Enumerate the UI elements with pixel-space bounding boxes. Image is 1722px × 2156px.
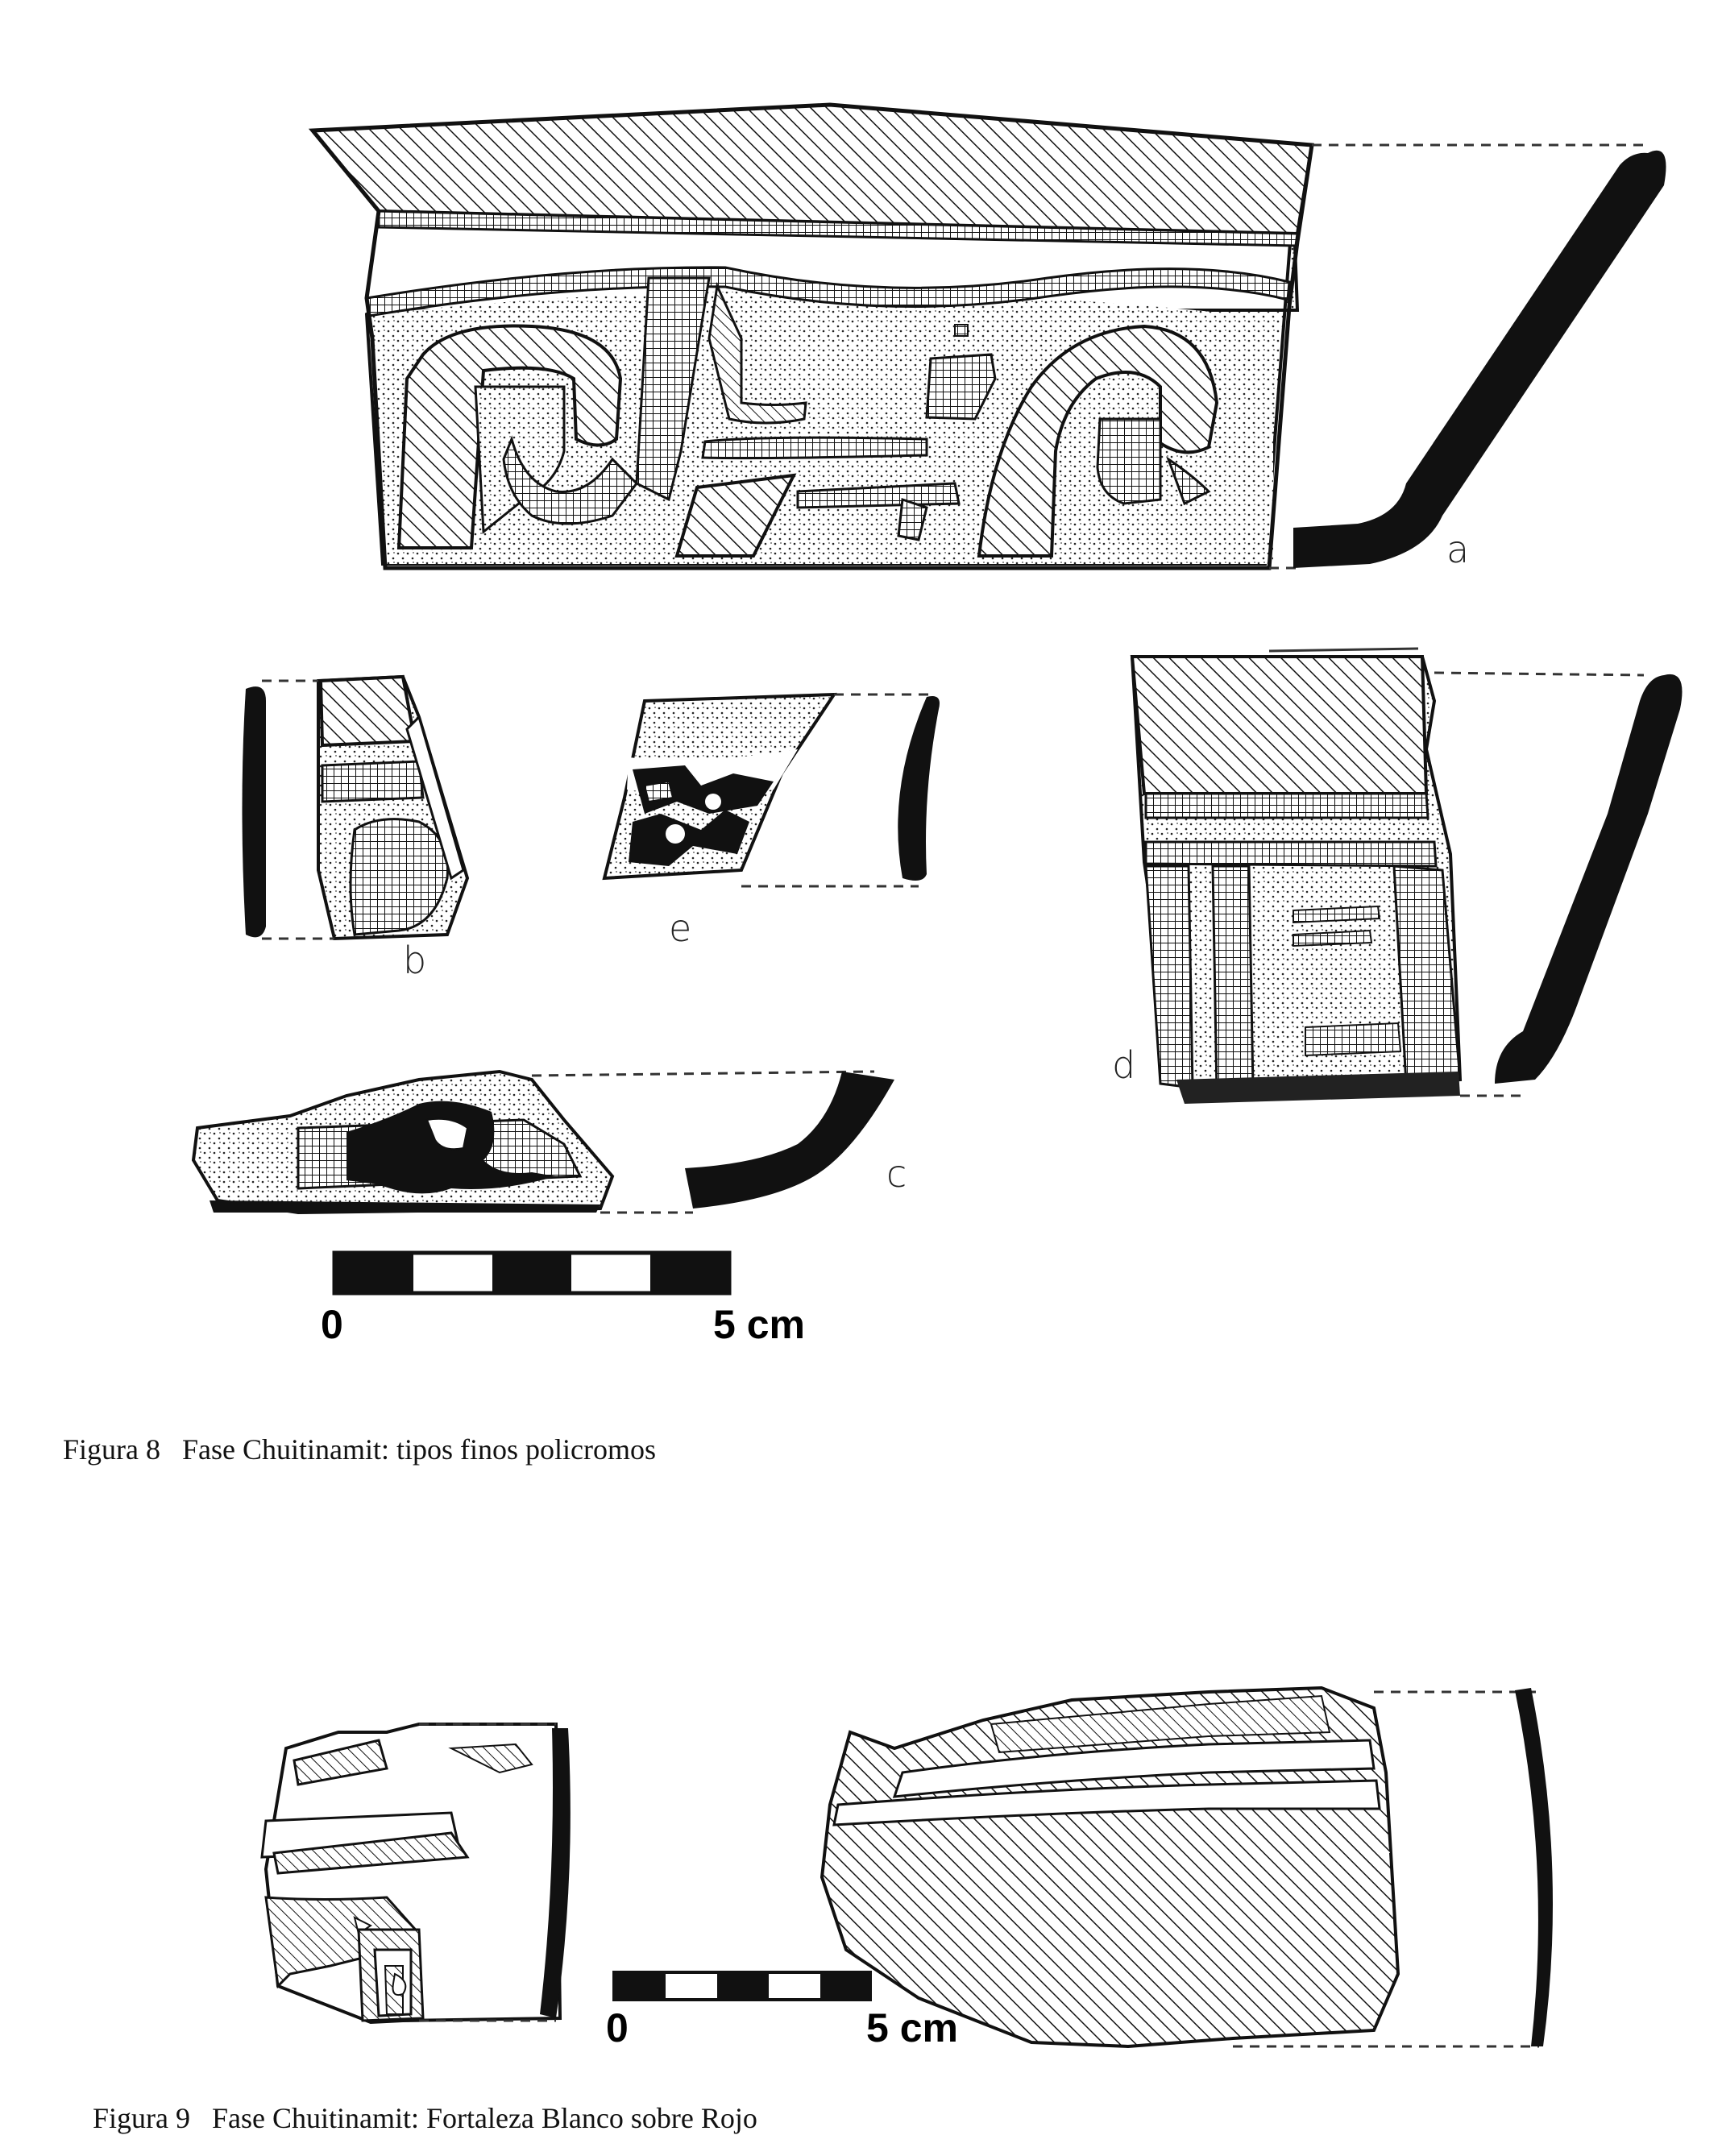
sherd-e (604, 694, 940, 886)
sherd-c (193, 1072, 894, 1213)
sherd-label-c: c (886, 1152, 907, 1196)
sherd-d (1132, 649, 1683, 1104)
sherd-label-d: d (1112, 1043, 1136, 1087)
fig9-sherd-small (262, 1724, 571, 2022)
fig9-sherd-large (822, 1688, 1553, 2046)
scale-label-fig9-start: 0 (606, 2005, 629, 2050)
scale-label-fig8-start: 0 (321, 1302, 343, 1347)
figure-8-caption: Figura 8 Fase Chuitinamit: tipos finos policromos (63, 1433, 656, 1466)
scale-bar-fig8 (334, 1253, 729, 1293)
sherd-label-e: e (669, 906, 692, 950)
scale-label-fig9-end: 5 cm (866, 2005, 958, 2050)
sherd-a (313, 105, 1666, 568)
sherd-label-b: b (403, 939, 427, 982)
sherd-b (243, 677, 468, 939)
figure-9-caption: Figura 9 Fase Chuitinamit: Fortaleza Blanco sobre Rojo (93, 2102, 757, 2134)
scale-label-fig8-end: 5 cm (713, 1302, 805, 1347)
scale-bar-fig9 (614, 1972, 870, 2000)
sherd-label-a: a (1446, 528, 1470, 571)
